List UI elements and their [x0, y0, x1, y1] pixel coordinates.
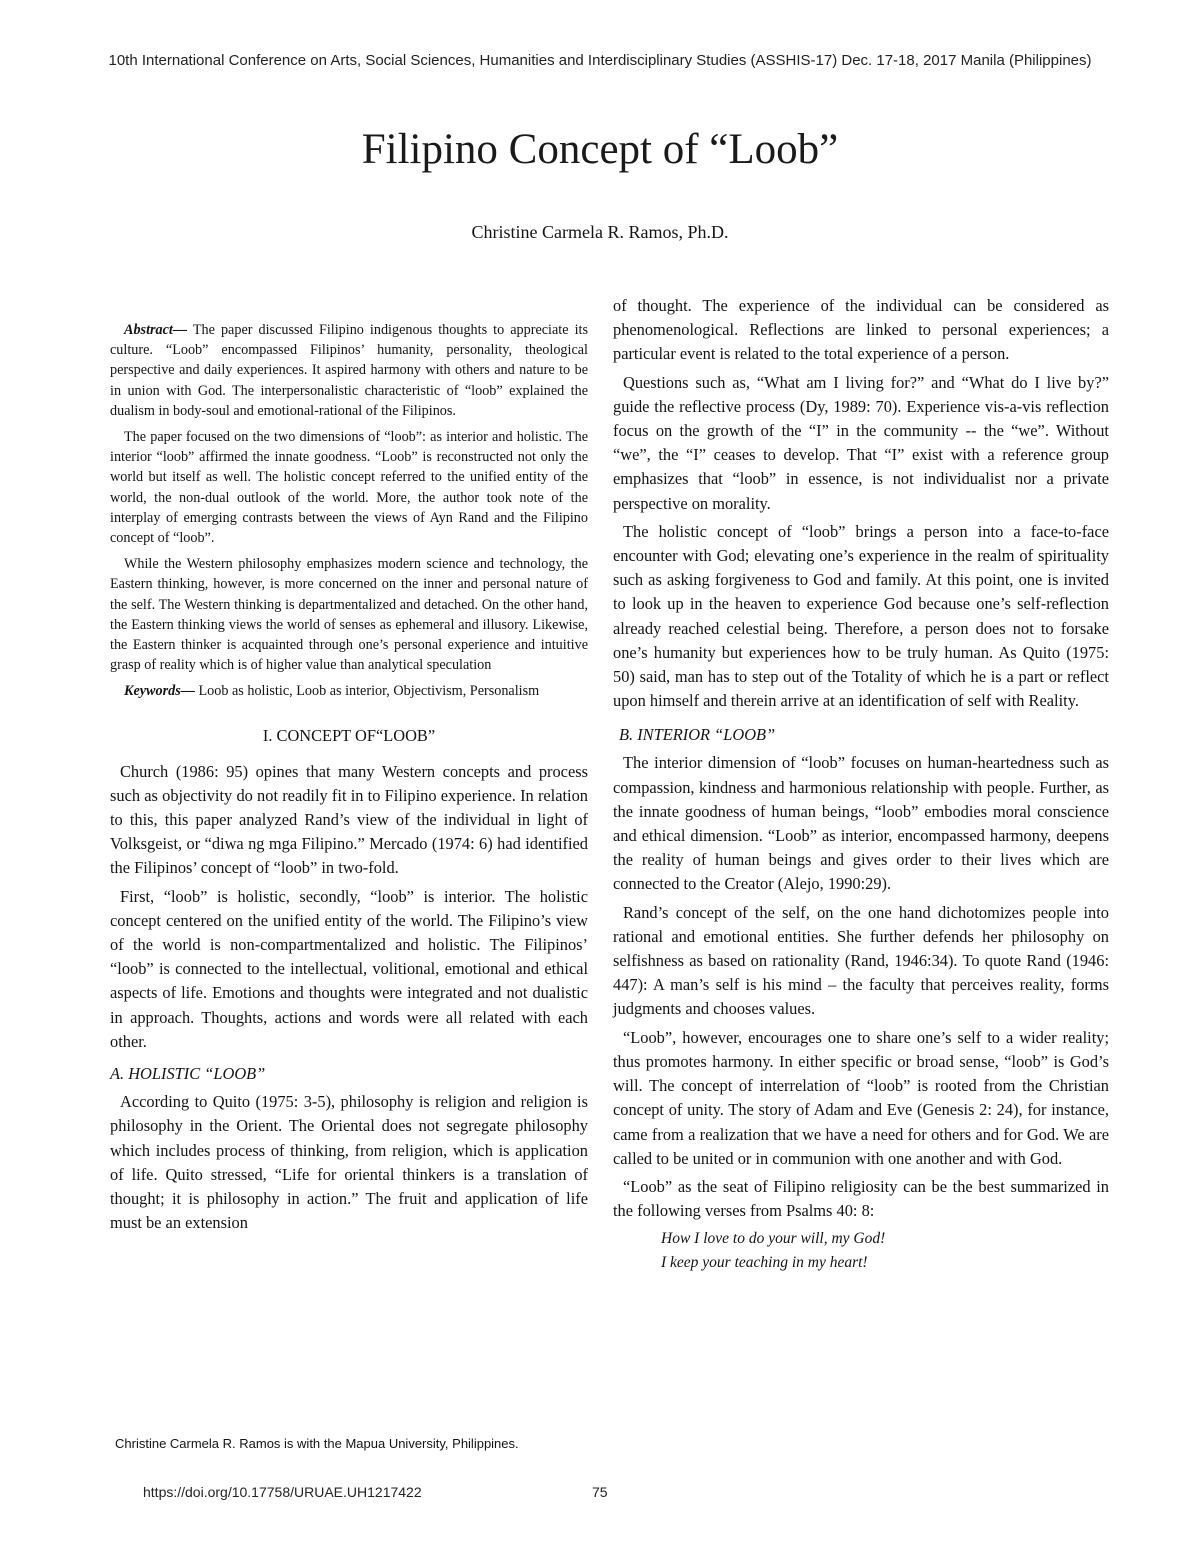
- subsection-heading-holistic: A. HOLISTIC “LOOB”: [110, 1064, 266, 1084]
- concept-paragraph-1: Church (1986: 95) opines that many Western concepts and process such as objectivity do not readily fit in to Filipino experience. In relation to this, this paper analyzed Rand’s view of the individual in light of Volksgeist, or “diwa ng mga Filipino.” Mercado (1974: 6) had identified the Filipinos’ concept of “loob” in two-fold.: [110, 761, 588, 878]
- section-heading-concept: I. CONCEPT OF“LOOB”: [262, 725, 436, 745]
- author-affiliation-footnote: Christine Carmela R. Ramos is with the Mapua University, Philippines.: [115, 1436, 519, 1451]
- author-line: Christine Carmela R. Ramos, Ph.D.: [471, 222, 729, 242]
- abstract-text-1: The paper discussed Filipino indigenous thoughts to appreciate its culture. “Loob” encompassed Filipinos’ humanity, personality, theological perspective and daily experiences. It aspired harmony with others and nature to be in union with God. The interpersonalistic characteristic of “loob” explained the dualism in body-soul and emotional-rational of the Filipinos.: [110, 322, 588, 419]
- concept-paragraph-2: First, “loob” is holistic, secondly, “loob” is interior. The holistic concept centered on the unified entity of the world. The Filipino’s view of the world is non-compartmentalized and holistic. The Filipinos’ “loob” is connected to the intellectual, volitional, emotional and ethical aspects of life. Emotions and thoughts were integrated and not dualistic in approach. Thoughts, actions and words were all related with each other.: [110, 886, 588, 1051]
- questions-paragraph: Questions such as, “What am I living for?” and “What do I live by?” guide the reflective process (Dy, 1989: 70). Experience vis-a-vis reflection focus on the growth of the “I” in the community -- the “we”. Without “we”, the “I” ceases to develop. That “I” exist with a reference group emphasizes that “loob” in essence, is not individualist nor a private perspective on morality.: [613, 372, 1109, 513]
- keywords: [110, 681, 588, 701]
- holistic-concept-paragraph: The holistic concept of “loob” brings a person into a face-to-face encounter with God; elevating one’s experience in the realm of spirituality such as asking forgiveness to God and family. At this point, one is invited to look up in the heaven to experience God because one’s self-reflection already reached celestial being. Therefore, a person does not to forsake one’s humanity but experiences how to be truly human. As Quito (1975: 50) said, man has to step out of the Totality of which he is a part or reflect upon himself and therein arrive at an identification of self with Reality.: [613, 521, 1109, 711]
- conference-header: 10th International Conference on Arts, Social Sciences, Humanities and Interdisciplinary Studies (ASSHIS-17) Dec. 17-18, 2017 Manila (Philippines): [108, 52, 1092, 69]
- keywords-text: Loob as holistic, Loob as interior, Objectivism, Personalism: [194, 683, 540, 700]
- keywords-label: Keywords—: [124, 683, 195, 700]
- body-left: [110, 726, 588, 1236]
- interior-paragraph-1: The interior dimension of “loob” focuses on human-heartedness such as compassion, kindness and harmonious relationship with people. Further, as the innate goodness of human beings, “loob” embodies moral conscience and ethical dimension. “Loob” as interior, encompassed harmony, deepens the reality of human beings and gives order to their lives which are connected to the Creator (Alejo, 1990:29).: [613, 753, 1109, 894]
- psalm-verse-1: How I love to do your will, my God!: [661, 1230, 886, 1248]
- interior-paragraph-3: “Loob”, however, encourages one to share one’s self to a wider reality; thus promotes harmony. In either specific or broad sense, “loob” is God’s will. The concept of interrelation of “loob” is rooted from the Christian concept of unity. The story of Adam and Eve (Genesis 2: 24), for instance, came from a realization that we have a need for others and for God. We are called to be united or in communion with one another and with God.: [613, 1027, 1109, 1168]
- interior-paragraph-2: Rand’s concept of the self, on the one hand dichotomizes people into rational and emotional entities. She further defends her philosophy on selfishness as based on rationality (Rand, 1946:34). To quote Rand (1946: 447): A man’s self is his mind – the faculty that perceives reality, forms judgments and chooses values.: [613, 902, 1109, 1019]
- subsection-heading-interior: B. INTERIOR “LOOB”: [619, 725, 776, 745]
- abstract-paragraph-1: [110, 320, 588, 421]
- continued-paragraph: of thought. The experience of the individual can be considered as phenomenological. Reflections are linked to personal experiences; a particular event is related to the total experience of a person.: [613, 296, 1109, 364]
- doi-link[interactable]: https://doi.org/10.17758/URUAE.UH1217422: [143, 1484, 422, 1500]
- abstract-paragraph-3: While the Western philosophy emphasizes modern science and technology, the Eastern thinking, however, is more concerned on the inner and personal nature of the self. The Western thinking is departmentalized and detached. On the other hand, the Eastern thinking views the world of senses as ephemeral and illusory. Likewise, the Eastern thinker is acquainted through one’s personal experience and intuitive grasp of reality which is of higher value than analytical speculation: [110, 556, 588, 674]
- holistic-paragraph-1: According to Quito (1975: 3-5), philosophy is religion and religion is philosophy in the Orient. The Oriental does not segregate philosophy which includes process of thinking, from religion, which is application of life. Quito stressed, “Life for oriental thinkers is a translation of thought; it is philosophy in action.” The fruit and application of life must be an extension: [110, 1092, 588, 1233]
- left-column: [110, 320, 588, 1239]
- paper-title: Filipino Concept of “Loob”: [361, 126, 839, 173]
- abstract: [110, 320, 588, 702]
- right-column: [613, 294, 1109, 1275]
- abstract-paragraph-2: The paper focused on the two dimensions of “loob”: as interior and holistic. The interior “loob” affirmed the innate goodness. “Loob” is reconstructed not only the world but itself as well. The holistic concept referred to the unified entity of the world, the non-dual outlook of the world. More, the author took note of the interplay of emerging contrasts between the views of Ayn Rand and the Filipino concept of “loob”.: [110, 429, 588, 547]
- page-number: 75: [592, 1484, 608, 1500]
- abstract-label: Abstract—: [124, 322, 188, 338]
- interior-paragraph-4: “Loob” as the seat of Filipino religiosity can be the best summarized in the following verses from Psalms 40: 8:: [613, 1176, 1109, 1221]
- psalm-verse-2: I keep your teaching in my heart!: [661, 1254, 868, 1272]
